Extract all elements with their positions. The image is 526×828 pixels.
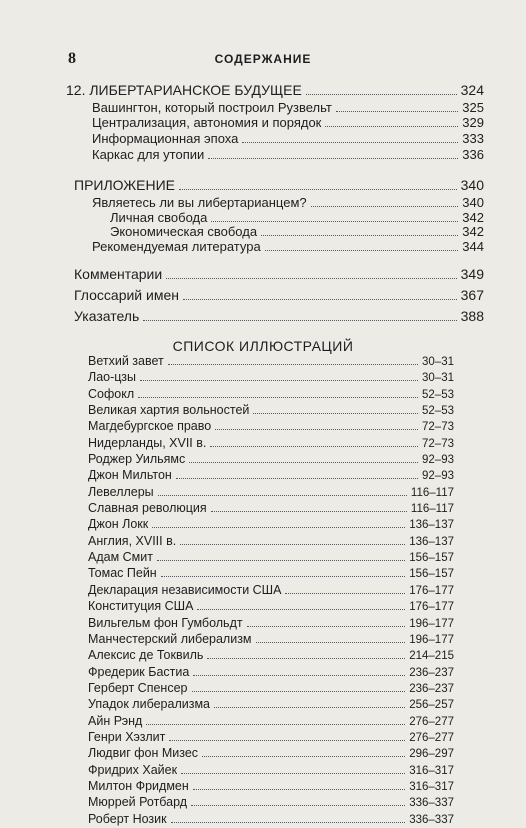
illustration-label: Вильгельм фон Гумбольдт — [88, 615, 243, 630]
illustration-pages: 176–177 — [409, 601, 454, 614]
dot-leader — [140, 370, 418, 381]
illustration-label: Упадок либерализма — [88, 697, 210, 712]
illustration-entry[interactable] — [88, 664, 454, 680]
illustration-entry[interactable] — [88, 647, 454, 663]
illustration-pages: 276–277 — [409, 731, 454, 744]
illustration-entry[interactable] — [88, 484, 454, 500]
illustration-pages: 236–237 — [409, 666, 454, 679]
toc-entry-label: Централизация, автономия и порядок — [92, 115, 322, 130]
illustration-entry[interactable] — [88, 729, 454, 745]
illustration-label: Левеллеры — [88, 484, 154, 499]
illustration-pages: 116–117 — [410, 503, 454, 516]
toc-entry-page: 344 — [462, 239, 484, 254]
toc-entry-label: Информационная эпоха — [92, 131, 239, 146]
toc-entry-page: 329 — [462, 115, 484, 130]
page-number: 8 — [68, 50, 76, 67]
illustration-entry[interactable] — [88, 598, 454, 614]
dot-leader — [197, 599, 405, 610]
dot-leader — [152, 517, 405, 528]
dot-leader — [181, 763, 405, 774]
toc-entry-label: Рекомендуемая литература — [92, 239, 261, 254]
toc-entry-page: 340 — [462, 195, 484, 210]
illustration-pages: 196–177 — [409, 617, 454, 630]
illustration-label: Роджер Уильямс — [88, 452, 186, 467]
illustration-pages: 92–93 — [422, 470, 454, 483]
running-title: СОДЕРЖАНИЕ — [214, 52, 312, 66]
illustration-label: Манчестерский либерализм — [88, 631, 252, 646]
illustration-label: Джон Мильтон — [88, 468, 172, 483]
illustration-entry[interactable] — [88, 565, 454, 581]
illustrations-heading: СПИСОК ИЛЛЮСТРАЦИЙ — [172, 338, 354, 354]
toc-entry-subsection[interactable] — [92, 239, 484, 255]
dot-leader — [193, 665, 405, 676]
toc-entry-subsection[interactable] — [92, 195, 484, 211]
illustration-label: Нидерланды, XVII в. — [88, 435, 207, 450]
illustration-entry[interactable] — [88, 811, 454, 827]
illustration-label: Декларация независимости США — [88, 582, 282, 597]
illustration-pages: 316–317 — [409, 780, 454, 793]
toc-entry-label: 12. ЛИБЕРТАРИАНСКОЕ БУДУЩЕЕ — [66, 82, 302, 98]
illustrations-list — [88, 353, 454, 827]
dot-leader — [202, 746, 405, 757]
illustration-entry[interactable] — [88, 778, 454, 794]
illustration-label: Великая хартия вольностей — [88, 403, 250, 418]
illustration-entry[interactable] — [88, 696, 454, 712]
illustration-entry[interactable] — [88, 745, 454, 761]
illustration-pages: 336–337 — [409, 813, 454, 826]
dot-leader — [261, 225, 458, 236]
illustration-label: Генри Хэзлит — [88, 729, 166, 744]
illustration-pages: 214–215 — [409, 650, 454, 663]
illustration-pages: 296–297 — [409, 748, 454, 761]
dot-leader — [171, 812, 406, 823]
illustration-label: Магдебургское право — [88, 419, 212, 434]
dot-leader — [192, 681, 406, 692]
toc-entry-page: 342 — [462, 210, 484, 225]
toc-entry-subsection[interactable] — [92, 147, 484, 163]
illustration-entry[interactable] — [88, 631, 454, 647]
dot-leader — [311, 196, 459, 207]
illustration-pages: 156–157 — [409, 568, 454, 581]
illustration-entry[interactable] — [88, 418, 454, 434]
dot-leader — [215, 419, 418, 430]
illustration-entry[interactable] — [88, 386, 454, 402]
dot-leader — [253, 403, 418, 414]
dot-leader — [247, 616, 406, 627]
toc-entry-subsection[interactable] — [92, 100, 484, 116]
toc-entry-subsubsection[interactable] — [110, 224, 484, 240]
dot-leader — [189, 452, 418, 463]
toc-entry-label: Комментарии — [74, 266, 163, 282]
illustration-pages: 52–53 — [422, 388, 454, 401]
illustration-label: Милтон Фридмен — [88, 778, 189, 793]
toc-entry-page: 325 — [462, 100, 484, 115]
dot-leader — [168, 354, 418, 365]
dot-leader — [138, 387, 418, 398]
toc-entry-page: 349 — [460, 266, 484, 282]
dot-leader — [214, 697, 405, 708]
illustration-pages: 256–257 — [409, 699, 454, 712]
illustration-label: Томас Пейн — [88, 566, 157, 581]
toc-entry-page: 388 — [460, 308, 484, 324]
illustration-label: Славная революция — [88, 501, 207, 516]
dot-leader — [143, 310, 456, 321]
illustration-pages: 156–157 — [409, 552, 454, 565]
illustration-pages: 52–53 — [422, 405, 454, 418]
illustration-label: Конституция США — [88, 599, 194, 614]
toc-entry-label: Экономическая свобода — [110, 224, 258, 239]
dot-leader — [157, 550, 405, 561]
illustration-entry[interactable] — [88, 582, 454, 598]
toc-entry-subsection[interactable] — [92, 115, 484, 131]
dot-leader — [176, 468, 418, 479]
illustration-label: Роберт Нозик — [88, 811, 167, 826]
toc-entry-page: 333 — [462, 131, 484, 146]
illustration-pages: 30–31 — [422, 372, 454, 385]
illustration-entry[interactable] — [88, 533, 454, 549]
illustration-entry[interactable] — [88, 680, 454, 696]
dot-leader — [325, 116, 458, 127]
illustration-entry[interactable] — [88, 467, 454, 483]
dot-leader — [166, 268, 456, 279]
illustration-entry[interactable] — [88, 713, 454, 729]
illustration-label: Герберт Спенсер — [88, 680, 188, 695]
illustration-entry[interactable] — [88, 762, 454, 778]
illustration-label: Лао-цзы — [88, 370, 137, 385]
illustration-entry[interactable] — [88, 549, 454, 565]
dot-leader — [183, 289, 457, 300]
dot-leader — [158, 485, 407, 496]
toc-entry-page: 342 — [462, 224, 484, 239]
illustration-label: Англия, XVIII в. — [88, 533, 177, 548]
dot-leader — [207, 648, 405, 659]
illustration-pages: 136–137 — [409, 535, 454, 548]
toc-entry-label: Вашингтон, который построил Рузвельт — [92, 100, 332, 115]
toc-entry-index[interactable] — [74, 308, 484, 324]
illustration-label: Джон Локк — [88, 517, 149, 532]
toc-entry-label: Личная свобода — [110, 210, 208, 225]
illustration-label: Айн Рэнд — [88, 713, 143, 728]
illustration-entry[interactable] — [88, 794, 454, 810]
toc-entry-label: Являетесь ли вы либертарианцем? — [92, 195, 307, 210]
dot-leader — [211, 501, 407, 512]
dot-leader — [169, 730, 405, 741]
illustration-pages: 316–317 — [409, 764, 454, 777]
illustration-pages: 92–93 — [422, 454, 454, 467]
page-header — [0, 50, 526, 70]
toc-entry-page: 324 — [460, 82, 484, 98]
dot-leader — [336, 101, 458, 112]
illustration-entry[interactable] — [88, 500, 454, 516]
dot-leader — [191, 795, 405, 806]
illustration-entry[interactable] — [88, 353, 454, 369]
dot-leader — [193, 779, 405, 790]
illustration-entry[interactable] — [88, 402, 454, 418]
dot-leader — [256, 632, 406, 643]
dot-leader — [179, 179, 457, 190]
illustration-entry[interactable] — [88, 435, 454, 451]
toc-entry-label: Глоссарий имен — [74, 287, 179, 303]
dot-leader — [242, 132, 458, 143]
dot-leader — [208, 148, 458, 159]
illustration-pages: 236–237 — [409, 682, 454, 695]
illustration-label: Людвиг фон Мизес — [88, 746, 199, 761]
illustration-pages: 116–117 — [410, 486, 454, 499]
illustration-entry[interactable] — [88, 451, 454, 467]
illustration-pages: 196–177 — [409, 633, 454, 646]
toc-entry-appendix[interactable] — [74, 177, 484, 193]
dot-leader — [285, 583, 405, 594]
illustration-entry[interactable] — [88, 516, 454, 532]
illustration-pages: 176–177 — [409, 584, 454, 597]
illustration-pages: 136–137 — [409, 519, 454, 532]
illustration-entry[interactable] — [88, 615, 454, 631]
illustration-label: Алексис де Токвиль — [88, 648, 204, 663]
illustration-label: Фредерик Бастиа — [88, 664, 190, 679]
illustration-label: Адам Смит — [88, 550, 153, 565]
toc-entry-label: ПРИЛОЖЕНИЕ — [74, 177, 176, 193]
dot-leader — [161, 566, 406, 577]
toc-entry-comments[interactable] — [74, 266, 484, 282]
illustration-pages: 72–73 — [422, 437, 454, 450]
dot-leader — [306, 84, 457, 95]
illustration-pages: 72–73 — [422, 421, 454, 434]
toc-entry-label: Указатель — [74, 308, 140, 324]
toc-entry-page: 340 — [460, 177, 484, 193]
toc-entry-glossary[interactable] — [74, 287, 484, 303]
toc-entry-chapter-12[interactable] — [66, 82, 484, 98]
illustration-pages: 336–337 — [409, 797, 454, 810]
toc-entry-label: Каркас для утопии — [92, 147, 205, 162]
illustration-label: Фридрих Хайек — [88, 762, 178, 777]
toc-entry-page: 336 — [462, 147, 484, 162]
illustration-label: Ветхий завет — [88, 354, 164, 368]
illustration-entry[interactable] — [88, 369, 454, 385]
illustration-pages: 30–31 — [422, 356, 454, 368]
dot-leader — [210, 436, 418, 447]
dot-leader — [180, 534, 405, 545]
dot-leader — [146, 714, 405, 725]
toc-entry-subsection[interactable] — [92, 131, 484, 147]
illustration-label: Софокл — [88, 386, 135, 401]
illustration-label: Мюррей Ротбард — [88, 795, 188, 810]
illustration-pages: 276–277 — [409, 715, 454, 728]
dot-leader — [265, 240, 459, 251]
dot-leader — [211, 211, 458, 222]
toc-entry-page: 367 — [460, 287, 484, 303]
